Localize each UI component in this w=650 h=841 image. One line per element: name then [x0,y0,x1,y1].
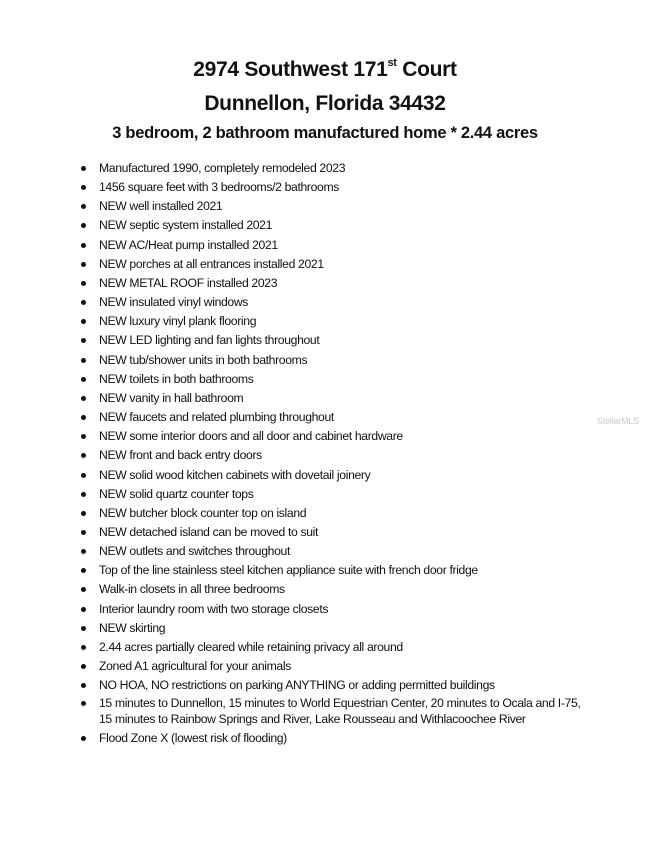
property-summary: 3 bedroom, 2 bathroom manufactured home * 2.44 acres [112,124,538,142]
feature-text: NO HOA, NO restrictions on parking ANYTHING or adding permitted buildings [99,678,495,693]
address-heading [0,58,650,82]
feature-item [0,638,650,657]
feature-text: NEW tub/shower units in both bathrooms [99,352,308,367]
bullet-icon [81,607,86,612]
bullet-icon [81,166,86,171]
feature-text: Walk-in closets in all three bedrooms [99,582,285,597]
bullet-icon [81,204,86,209]
feature-item [0,370,650,389]
feature-text: NEW solid wood kitchen cabinets with dovetail joinery [99,467,371,482]
bullet-icon [81,664,86,669]
bullet-icon [81,338,86,343]
feature-item [0,197,650,216]
feature-text: NEW skirting [99,620,166,635]
feature-text: NEW luxury vinyl plank flooring [99,314,257,329]
bullet-icon [81,300,86,305]
feature-text: Top of the line stainless steel kitchen appliance suite with french door fridge [99,563,478,578]
bullet-icon [81,530,86,535]
bullet-icon [81,683,86,688]
feature-item [0,600,650,619]
feature-text: NEW porches at all entrances installed 2021 [99,256,324,271]
bullet-icon [81,243,86,248]
address-street: 2974 Southwest 171 [193,58,388,81]
feature-item [0,695,650,729]
address-suffix: Court [396,58,457,81]
feature-item [0,446,650,465]
feature-text: 2.44 acres partially cleared while retaining privacy all around [99,639,403,654]
city-heading: Dunnellon, Florida 34432 [204,92,446,115]
bullet-icon [81,281,86,286]
feature-item [0,729,650,748]
feature-text: NEW METAL ROOF installed 2023 [99,275,278,290]
feature-text: NEW septic system installed 2021 [99,218,273,233]
bullet-icon [81,549,86,554]
address-ordinal: st [387,57,397,69]
feature-text: 15 minutes to Dunnellon, 15 minutes to World Equestrian Center, 20 minutes to Ocala and I-75, 15 minutes to Rainbow Springs and River, Lake Rousseau and Withlacoochee River [99,696,581,726]
feature-text: NEW well installed 2021 [99,199,223,214]
feature-text: NEW vanity in hall bathroom [99,390,244,405]
feature-text: Manufactured 1990, completely remodeled 2023 [99,161,346,175]
feature-text: NEW outlets and switches throughout [99,544,290,559]
feature-text: NEW solid quartz counter tops [99,486,254,501]
feature-text: NEW insulated vinyl windows [99,295,249,310]
feature-text: NEW faucets and related plumbing throughout [99,410,334,425]
feature-item [0,485,650,504]
mls-watermark: StellarMLS [597,416,640,426]
bullet-icon [81,587,86,592]
bullet-icon [81,396,86,401]
feature-item [0,427,650,446]
bullet-icon [81,185,86,190]
bullet-icon [81,453,86,458]
feature-item [0,561,650,580]
feature-text: NEW front and back entry doors [99,448,262,463]
feature-item [0,312,650,331]
feature-text: NEW some interior doors and all door and cabinet hardware [99,429,403,444]
feature-text: NEW toilets in both bathrooms [99,371,254,386]
bullet-icon [81,701,86,706]
feature-item [0,676,650,695]
feature-item [0,159,650,178]
feature-item [0,466,650,485]
bullet-icon [81,358,86,363]
bullet-icon [81,415,86,420]
feature-item [0,178,650,197]
bullet-icon [81,492,86,497]
feature-text: 1456 square feet with 3 bedrooms/2 bathrooms [99,180,340,195]
feature-item [0,523,650,542]
bullet-icon [81,262,86,267]
feature-text: Interior laundry room with two storage closets [99,601,329,616]
feature-item [0,389,650,408]
feature-text: NEW LED lighting and fan lights throughout [99,333,320,348]
bullet-icon [81,626,86,631]
bullet-icon [81,377,86,382]
bullet-icon [81,645,86,650]
bullet-icon [81,473,86,478]
feature-item [0,657,650,676]
bullet-icon [81,319,86,324]
feature-item [0,331,650,350]
bullet-icon [81,434,86,439]
feature-text: NEW detached island can be moved to suit [99,524,319,539]
feature-text: NEW AC/Heat pump installed 2021 [99,237,278,252]
feature-item [0,504,650,523]
feature-item [0,619,650,638]
feature-item [0,255,650,274]
feature-item [0,216,650,235]
feature-item [0,542,650,561]
bullet-icon [81,568,86,573]
bullet-icon [81,511,86,516]
feature-item [0,236,650,255]
feature-list [0,159,650,749]
feature-item [0,580,650,599]
feature-text: Flood Zone X (lowest risk of flooding) [99,731,287,746]
feature-item [0,293,650,312]
feature-text: Zoned A1 agricultural for your animals [99,659,291,674]
feature-item [0,274,650,293]
feature-text: NEW butcher block counter top on island [99,505,307,520]
bullet-icon [81,736,86,741]
feature-item [0,408,650,427]
feature-item [0,351,650,370]
bullet-icon [81,223,86,228]
